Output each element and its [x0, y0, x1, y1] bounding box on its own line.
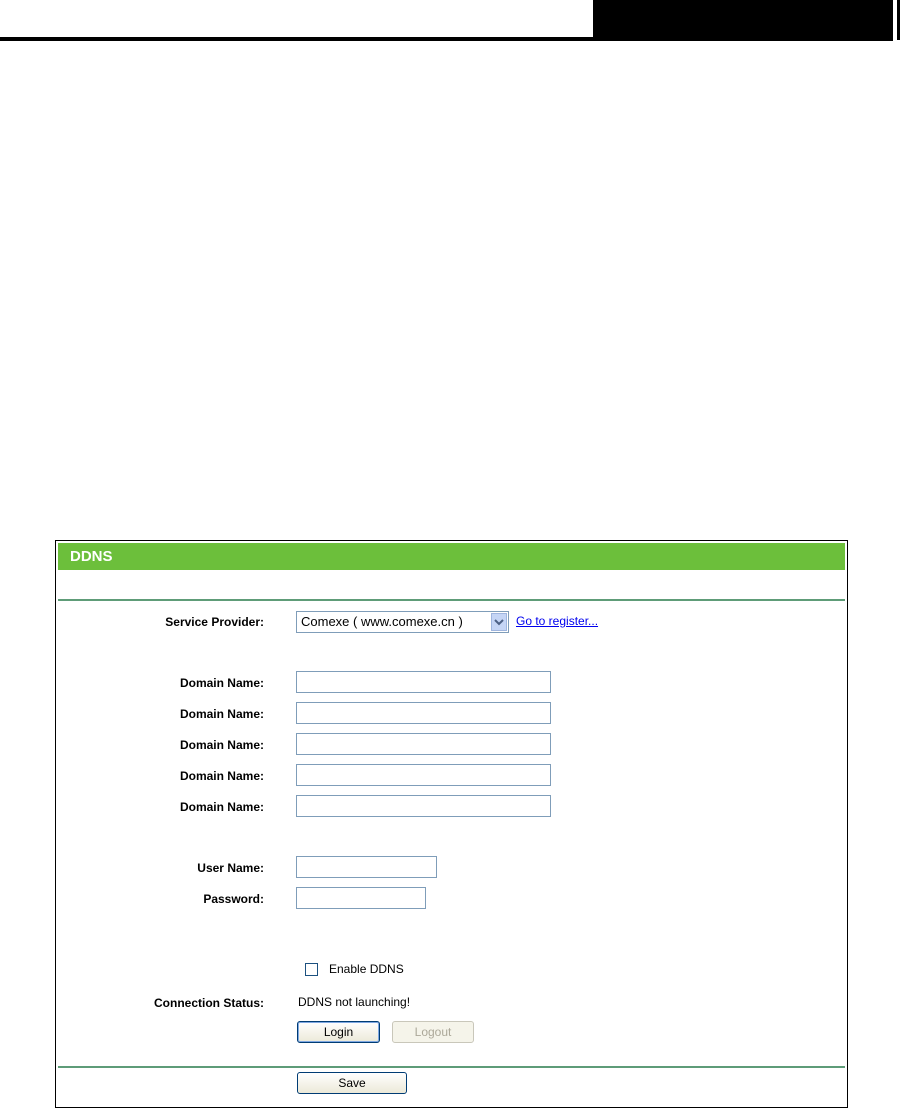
- go-to-register-link[interactable]: Go to register...: [516, 614, 599, 628]
- divider-top: [58, 599, 845, 601]
- enable-ddns-checkbox[interactable]: [305, 963, 318, 976]
- domain-name-input-5[interactable]: [296, 795, 551, 817]
- ddns-panel: [55, 540, 848, 1108]
- service-provider-value: Comexe ( www.comexe.cn ): [301, 614, 463, 629]
- domain-name-input-1[interactable]: [296, 671, 551, 693]
- logout-button[interactable]: Logout: [392, 1021, 474, 1043]
- header-tab: [593, 0, 893, 40]
- chevron-down-icon[interactable]: [491, 613, 507, 631]
- domain-name-input-3[interactable]: [296, 733, 551, 755]
- enable-ddns-label: Enable DDNS: [329, 962, 404, 976]
- login-button[interactable]: Login: [297, 1021, 380, 1043]
- save-button[interactable]: Save: [297, 1072, 407, 1094]
- panel-title: DDNS: [58, 543, 845, 570]
- domain-name-label: Domain Name:: [179, 738, 264, 752]
- password-input[interactable]: [296, 887, 426, 909]
- service-provider-label: Service Provider:: [165, 615, 264, 629]
- user-name-label: User Name:: [197, 861, 264, 875]
- user-name-input[interactable]: [296, 856, 437, 878]
- connection-status-value: DDNS not launching!: [298, 995, 411, 1009]
- domain-name-label: Domain Name:: [179, 800, 264, 814]
- password-label: Password:: [203, 892, 264, 906]
- service-provider-select[interactable]: [296, 611, 509, 633]
- domain-name-input-2[interactable]: [296, 702, 551, 724]
- divider-bottom: [58, 1066, 845, 1068]
- domain-name-label: Domain Name:: [179, 707, 264, 721]
- connection-status-label: Connection Status:: [154, 996, 264, 1010]
- domain-name-input-4[interactable]: [296, 764, 551, 786]
- domain-name-label: Domain Name:: [179, 676, 264, 690]
- header-mark: [897, 0, 900, 40]
- domain-name-label: Domain Name:: [179, 769, 264, 783]
- page-header: [0, 0, 908, 44]
